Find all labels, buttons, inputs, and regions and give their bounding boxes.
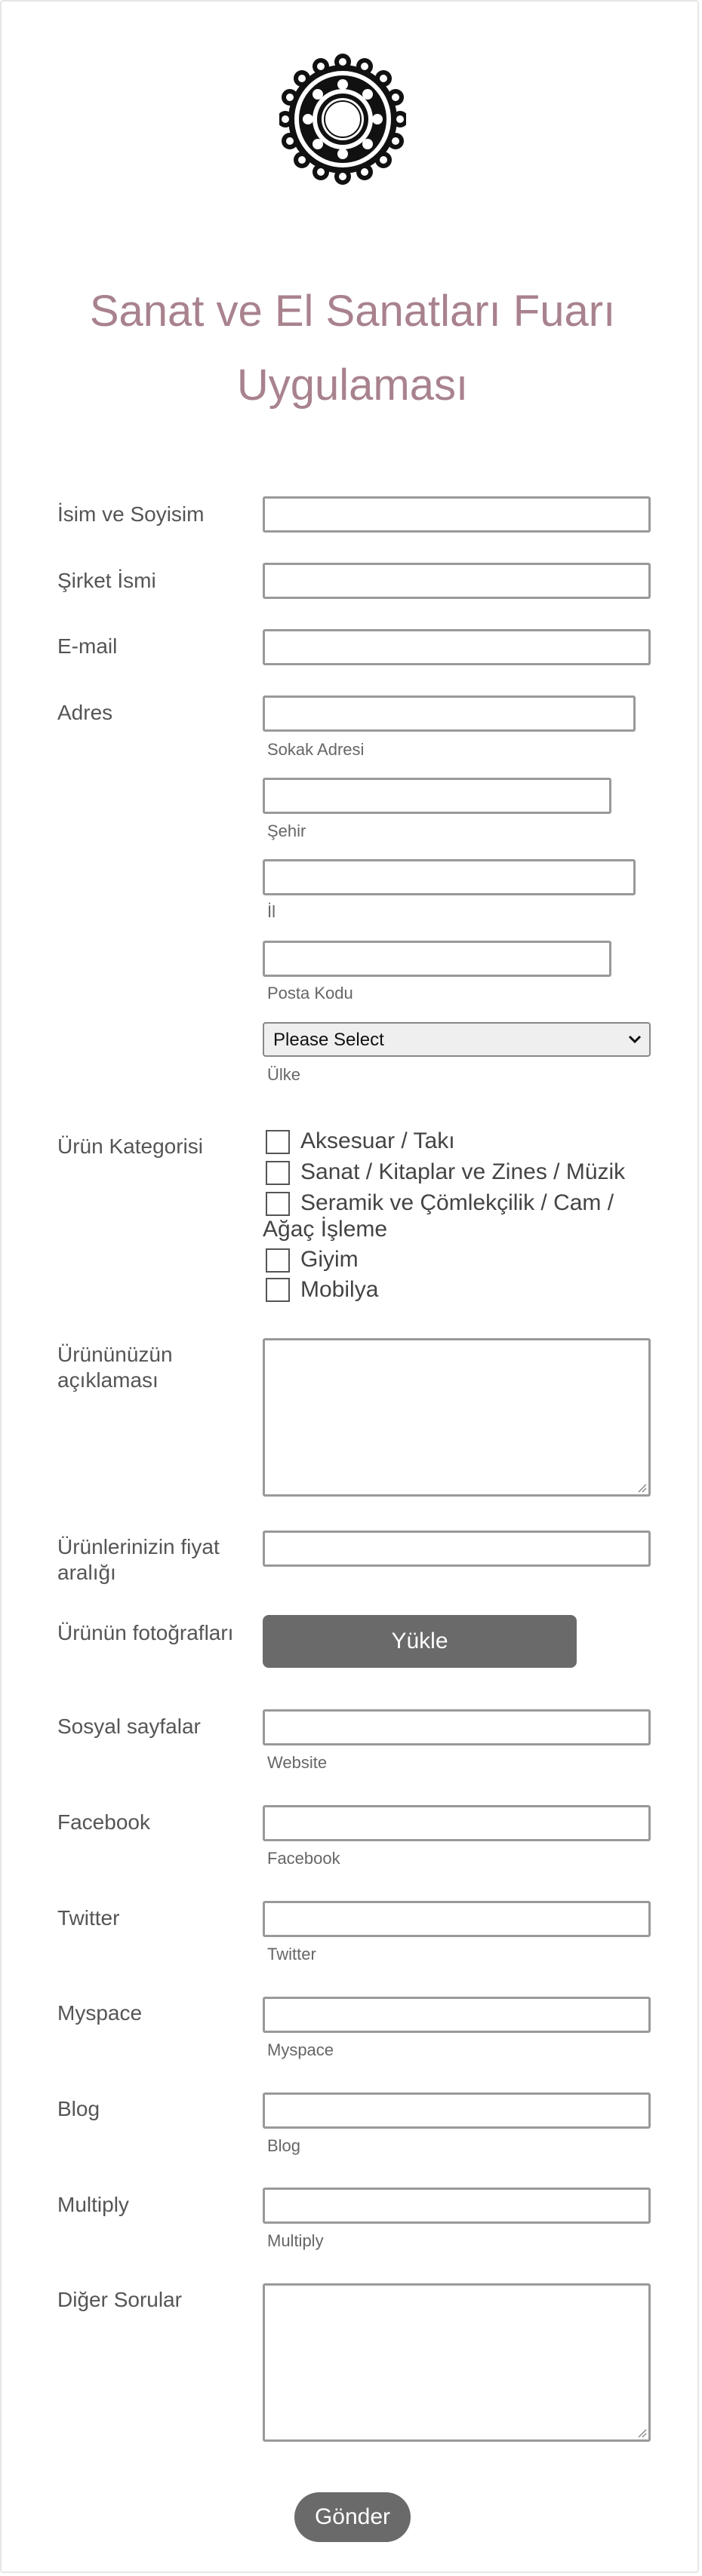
myspace-input[interactable] (263, 1997, 651, 2033)
city-input[interactable] (263, 778, 611, 814)
category-checkbox[interactable] (266, 1248, 290, 1273)
email-input[interactable] (263, 629, 651, 665)
category-label: Ürün Kategorisi (57, 1134, 203, 1158)
state-sublabel: İl (267, 902, 276, 921)
facebook-input[interactable] (263, 1805, 651, 1841)
blog-input[interactable] (263, 2092, 651, 2129)
category-option-label: Giyim (300, 1247, 359, 1272)
price-label: Ürünlerinizin fiyat (57, 1535, 220, 1558)
multiply-input[interactable] (263, 2188, 651, 2224)
page-title: Sanat ve El Sanatları Fuarı Uygulaması (89, 287, 616, 410)
state-input[interactable] (263, 859, 636, 895)
twitter-sublabel: Twitter (267, 1945, 316, 1963)
address-label: Adres (57, 701, 113, 724)
category-option-label: Mobilya (300, 1277, 379, 1302)
twitter-label: Twitter (57, 1906, 120, 1930)
street-sublabel: Sokak Adresi (267, 740, 365, 759)
upload-button[interactable]: Yükle (263, 1615, 577, 1668)
description-label: Ürününüzün (57, 1343, 173, 1366)
category-checkbox[interactable] (266, 1278, 290, 1302)
email-label: E-mail (57, 634, 118, 658)
website-sublabel: Website (267, 1753, 328, 1772)
resize-grip-icon (636, 1482, 647, 1493)
other-questions-label: Diğer Sorular (57, 2288, 182, 2311)
city-sublabel: Şehir (267, 821, 306, 840)
name-label: İsim ve Soyisim (57, 502, 205, 526)
category-checkbox[interactable] (266, 1130, 290, 1154)
name-input[interactable] (263, 496, 651, 533)
multiply-sublabel: Multiply (267, 2231, 324, 2250)
multiply-label: Multiply (57, 2193, 129, 2216)
company-input[interactable] (263, 563, 651, 599)
category-option-label: Seramik ve Çömlekçilik / Cam / (300, 1190, 614, 1215)
price-input[interactable] (263, 1531, 651, 1567)
category-checkbox[interactable] (266, 1192, 290, 1216)
website-input[interactable] (263, 1709, 651, 1745)
facebook-sublabel: Facebook (267, 1849, 340, 1868)
other-questions-textarea[interactable] (263, 2283, 651, 2442)
country-select[interactable] (263, 1022, 651, 1057)
chevron-down-icon (628, 1033, 642, 1046)
country-select-value: Please Select (273, 1030, 384, 1050)
street-input[interactable] (263, 695, 636, 732)
category-checkbox[interactable] (266, 1161, 290, 1185)
social-label: Sosyal sayfalar (57, 1715, 201, 1738)
myspace-label: Myspace (57, 2001, 143, 2025)
myspace-sublabel: Myspace (267, 2040, 334, 2059)
country-sublabel: Ülke (267, 1065, 301, 1084)
price-label-line2: aralığı (57, 1561, 116, 1584)
blog-label: Blog (57, 2097, 100, 2120)
company-label: Şirket İsmi (57, 569, 156, 592)
zip-input[interactable] (263, 941, 611, 977)
twitter-input[interactable] (263, 1901, 651, 1937)
zip-sublabel: Posta Kodu (267, 984, 353, 1002)
category-option-label: Aksesuar / Takı (300, 1128, 455, 1153)
blog-sublabel: Blog (267, 2136, 301, 2155)
facebook-label: Facebook (57, 1810, 150, 1834)
description-textarea[interactable] (263, 1338, 651, 1497)
mandala-logo-icon (279, 45, 406, 193)
resize-grip-icon (636, 2427, 647, 2438)
category-option-label-continued: Ağaç İşleme (263, 1217, 388, 1242)
submit-button[interactable]: Gönder (294, 2492, 411, 2542)
photos-label: Ürünün fotoğrafları (57, 1621, 234, 1644)
description-label-line2: açıklaması (57, 1368, 159, 1392)
category-option-label: Sanat / Kitaplar ve Zines / Müzik (300, 1159, 626, 1184)
